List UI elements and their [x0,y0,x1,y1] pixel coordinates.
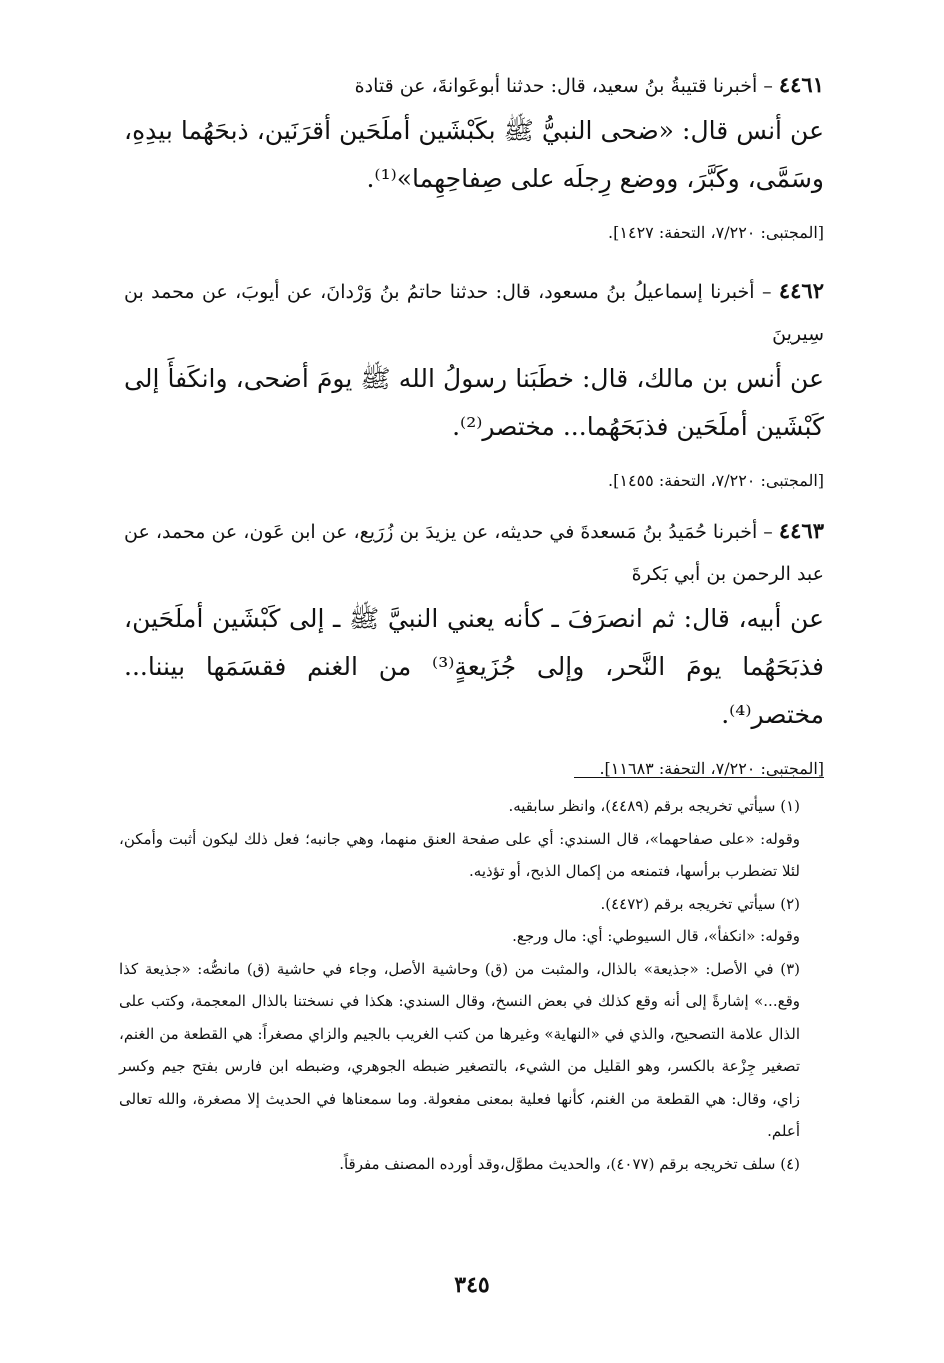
hadith-isnad-text: – أخبرنا إسماعيلُ بنُ مسعود، قال: حدثنا حاتمُ بنُ وَرْدانَ، عن أيوبَ، عن محمد بن سِيرينَ [124,281,824,345]
hadith-4461 [124,64,824,247]
hadith-matn: عن أبيه، قال: ثم انصرَفَ ـ كأنه يعني النبيَّ ﷺ ـ إلى كَبْشَين أملَحَين، فذبَحَهُما يومَ النَّحر، وإلى جُزَيعةٍ⁽³⁾ من الغنم فقسَمَها بيننا... مختصر⁽⁴⁾. [124,604,824,729]
hadith-4463 [124,510,824,783]
footnote-3: (٣) في الأصل: «جذيعة» بالذال، والمثبت من (ق) وحاشية الأصل، وجاء في حاشية (ق) مانصُّه: «جذيعة كذا وقع...» إشارةً إلى أنه وقع كذلك في بعض النسخ، وقال السندي: هكذا في نسختنا بالذال المعجمة، وكتب على الذال علامة التصحيح، والذي في «النهاية» وغيرها من كتب الغريب بالجيم والزاي مصغراً: هي القطعة من الغنم، تصغير جِزْعة بالكسر، وهو القليل من الشيء، بالتصغير ضبطه الجوهري، وضبطه ابن فارس بفتح جيم وكسر زاي، وقال: هي القطعة من الغنم، كأنها فعلية بمعنى مفعولة. وما سمعناها في الحديث إلا مصغرة، والله تعالى أعلم. [119,959,800,1140]
footnote-2: (٢) سيأتي تخريجه برقم (٤٤٧٢). [600,894,800,913]
hadith-isnad-text: – أخبرنا حُمَيدُ بنُ مَسعدةَ في حديثه، عن يزيدَ بن زُرَيع، عن ابن عَون، عن محمد، عن عبد الرحمن بن أبي بَكرةَ [124,521,824,585]
footnote-1: (١) سيأتي تخريجه برقم (٤٤٨٩)، وانظر سابقيه. [508,797,800,815]
footnote-1-note: وقوله: «على صفاحهما»، قال السندي: أي على صفحة العنق منهما، وهي جانبه؛ فعل ذلك ليكون أثبت وأمكن، لئلا تضطرب برأسها، فتمنعه من إكمال الذبح، أو تؤذيه. [119,829,800,880]
hadith-number: ٤٤٦١ [778,72,824,97]
hadith-4462 [124,270,824,495]
hadith-matn: عن أنس قال: «ضحى النبيُّ ﷺ بكَبْشَين أملَحَين أقرَنَين، ذبحَهُما بيدِهِ، وسَمَّى، وكَبَّرَ، ووضع رِجلَه على صِفاحِهِما»⁽¹⁾. [124,116,824,193]
page-number: ٣٤٥ [454,1272,490,1298]
hadith-isnad [124,270,824,355]
hadith-number: ٤٤٦٣ [778,518,824,543]
hadith-isnad-text: – أخبرنا قتيبةُ بنُ سعيد، قال: حدثنا أبوعَوانةَ، عن قتادة [354,75,773,97]
hadith-reference: [المجتبى: ٧/٢٢٠، التحفة: ١٤٥٥]. [608,471,824,490]
hadith-matn: عن أنس بن مالك، قال: خطَبَنا رسولُ الله ﷺ يومَ أضحى، وانكَفأَ إلى كَبْشَين أملَحَين فذبَحَهُما... مختصر⁽²⁾. [124,364,824,441]
footnote-4: (٤) سلف تخريجه برقم (٤٠٧٧)، والحديث مطوَّل،وقد أورده المصنف مفرقاً. [339,1154,800,1173]
hadith-number: ٤٤٦٢ [778,278,824,303]
hadith-reference: [المجتبى: ٧/٢٢٠، التحفة: ١١٦٨٣]. [599,759,824,778]
hadith-isnad [124,510,824,595]
footnotes [119,790,824,1180]
footnote-2-note: وقوله: «انكفأ»، قال السيوطي: أي: مال ورجع. [512,927,800,945]
hadith-reference: [المجتبى: ٧/٢٢٠، التحفة: ١٤٢٧]. [608,223,824,242]
hadith-isnad [124,64,824,107]
footnote-divider [574,777,824,778]
